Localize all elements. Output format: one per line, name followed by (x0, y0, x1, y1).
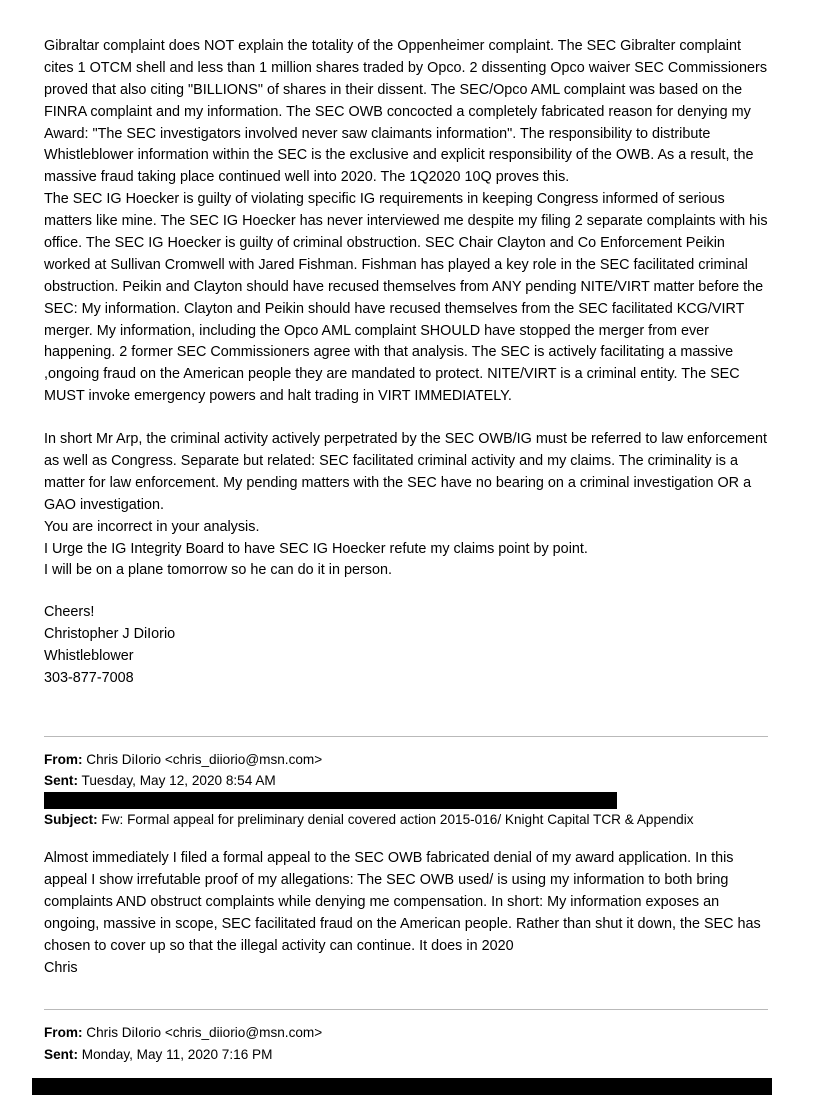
message-1-body: Almost immediately I filed a formal appeal to the SEC OWB fabricated denial of my award application. In this appeal I show irrefutable proof of my allegations: The SEC OWB used/ is using my information to both bring complaints AND obstruct complaints while denying me compensation. In short: My information exposes an ongoing, massive in scope, SEC facilitated fraud on the American people. Rather than shut it down, the SEC has chosen to cover up so that the illegal activity can continue. It does in 2020 (44, 850, 761, 954)
paragraph-2: The SEC IG Hoecker is guilty of violating specific IG requirements in keeping Congress informed of serious matters like mine. The SEC IG Hoecker has never interviewed me despite my filing 2 separate complaints with his office. The SEC IG Hoecker is guilty of criminal obstruction. SEC Chair Clayton and Co Enforcement Peikin worked at Sullivan Cromwell with Jared Fishman. Fishman has played a key role in the SEC facilitated criminal obstruction. Peikin and Clayton should have recused themselves from ANY pending NITE/VIRT matter before the SEC: My information. Clayton and Peikin should have recused themselves from the SEC facilitated KCG/VIRT merger. My information, including the Opco AML complaint SHOULD have stopped the merger from ever happening. 2 former SEC Commissioners agree with that analysis. The SEC is actively facilitating a massive ,ongoing fraud on the American people they are mandated to protect. NITE/VIRT is a criminal entity. The SEC MUST invoke emergency powers and halt trading in VIRT IMMEDIATELY. (44, 191, 768, 405)
subject-label: Subject: (44, 812, 98, 828)
message-1-signoff: Chris (44, 959, 78, 976)
paragraph-spacer (44, 408, 768, 429)
subject-value: Fw: Formal appeal for preliminary denial covered action 2015-016/ Knight Capital TCR & Appendix (101, 812, 694, 828)
from-label: From: (44, 751, 83, 767)
sent-label: Sent: (44, 773, 78, 788)
from-value: Chris DiIorio <chris_diiorio@msn.com> (86, 751, 323, 767)
quoted-message-1 (44, 737, 768, 980)
signature-greeting: Cheers! (44, 604, 95, 621)
signature-role: Whistleblower (44, 648, 134, 665)
sent-label: Sent: (44, 1046, 78, 1062)
from-value: Chris DiIorio <chris_diiorio@msn.com> (86, 1025, 323, 1041)
signature-block (44, 602, 768, 690)
paragraph-1: Gibraltar complaint does NOT explain the totality of the Oppenheimer complaint. The SEC Gibralter complaint cites 1 OTCM shell and less than 1 million shares traded by Opco. 2 dissenting Opco waiver SEC Commissioners proved that also citing "BILLIONS" of shares in their dissent. The SEC/Opco AML complaint was based on the FINRA complaint and my information. The SEC OWB concocted a completely fabricated reason for denying my Award: "The SEC investigators involved never saw claimants information". The responsibility to distribute Whistleblower information within the SEC is the exclusive and explicit responsibility of the OWB. As a result, the massive fraud taking place continued well into 2020. The 1Q2020 10Q proves this. (44, 38, 768, 186)
quoted-message-2 (44, 1010, 768, 1094)
sent-value: Tuesday, May 12, 2020 8:54 AM (81, 773, 276, 788)
paragraph-3: In short Mr Arp, the criminal activity actively perpetrated by the SEC OWB/IG must be referred to law enforcement as well as Congress. Separate but related: SEC facilitated criminal activity and my claims. The criminality is a matter for law enforcement. My pending matters with the SEC have no bearing on a criminal investigation OR a GAO investigation. (44, 431, 768, 513)
main-body-text (44, 36, 768, 582)
paragraph-5: I Urge the IG Integrity Board to have SEC IG Hoecker refute my claims point by point. (44, 540, 588, 557)
paragraph-4: You are incorrect in your analysis. (44, 518, 260, 535)
redaction-bar-2 (32, 1078, 772, 1095)
message-2-from (44, 1022, 768, 1043)
section-gap (44, 690, 768, 736)
message-1-sent (44, 770, 768, 791)
from-label: From: (44, 1025, 83, 1041)
signature-name: Christopher J DiIorio (44, 626, 176, 643)
message-2-sent (44, 1044, 768, 1065)
sent-value: Monday, May 11, 2020 7:16 PM (81, 1046, 273, 1062)
section-gap-2 (44, 979, 768, 1009)
signature-phone: 303-877-7008 (44, 670, 134, 687)
paragraph-6: I will be on a plane tomorrow so he can do it in person. (44, 562, 392, 579)
message-1-from (44, 749, 768, 770)
redaction-bar-1 (44, 792, 617, 809)
message-1-subject (44, 809, 768, 830)
